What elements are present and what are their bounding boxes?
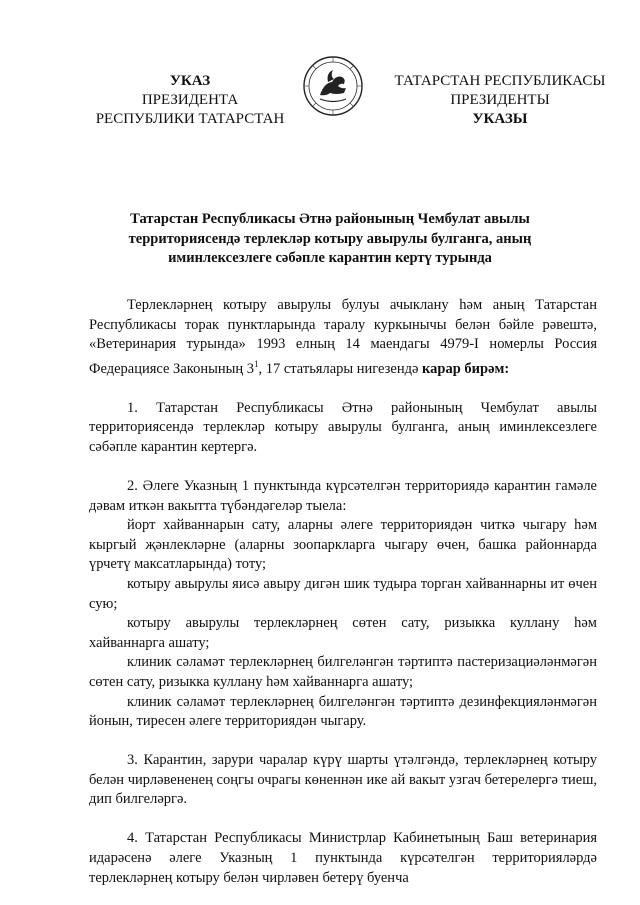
preamble-text2: , 17 статьялары нигезендә <box>258 360 423 377</box>
item-1: 1. Татарстан Республикасы Әтнә районының Чембулат авылы территориясендә терлекләр котыру авырулы булганга, аның иминлексезлеге сәбәпле карантин кертергә. <box>89 399 597 455</box>
preamble-sup: 1 <box>253 358 259 369</box>
item-2-list-0: йорт хайваннарын сату, аларны әлеге территориядән читкә чыгару һәм кыргый җәнлекләрне (аларны зоопаркларга чыгару өчен, башка районнарда үрчетү максатларында) тоту; <box>89 517 597 573</box>
header-left-line1: УКАЗ <box>169 73 211 89</box>
header-left <box>85 72 295 129</box>
item-2-list-3: клиник сәламәт терлекләрнең билгеләнгән тәртиптә пастеризациәләнмәгән сөтен сату, ризыкка куллану һәм хайваннарга ашату; <box>89 654 597 690</box>
document-body <box>89 296 597 888</box>
header-right <box>380 72 620 129</box>
tatarstan-coat-of-arms-icon <box>302 55 364 117</box>
header-left-line3: РЕСПУБЛИКИ ТАТАРСТАН <box>95 111 285 127</box>
item-3: 3. Карантин, зарури чаралар күрү шарты үтәлгәндә, терлекләрнең котыру белән чирләвененең соңгы очрагы көненнән ике ай вакыт узгач бетерелергә тиеш, дип билгеләргә. <box>89 752 597 808</box>
item-2-intro: 2. Әлеге Указның 1 пунктында күрсәтелгән территориядә карантин гамәле дәвам иткән вакытта түбәндәгеләр тыела: <box>89 477 597 514</box>
item-2-list-1: котыру авырулы яисә авыру дигән шик тудыра торган хайваннарны ит өчен сую; <box>89 575 597 612</box>
item-4: 4. Татарстан Республикасы Министрлар Кабинетының Баш ветеринария идарәсенә әлеге Указның 1 пунктында күрсәтелгән территорияләрдә терлекләрнең котыру белән чирләвен бетерү буенча <box>89 830 597 886</box>
header-right-line3: УКАЗЫ <box>472 111 528 127</box>
header-right-line1: ТАТАРСТАН РЕСПУБЛИКАСЫ <box>394 73 606 89</box>
preamble-text: Терлекләрнең котыру авырулы булуы ачыклану һәм аның Татарстан Республикасы торак пунктларында таралу куркынычы белән бәйле рәвештә, «Ветеринария турында» 1993 елның 14 маендагы 4979-I номерлы Россия Федерациясе Законының 3 <box>89 297 597 377</box>
document-title: Татарстан Республикасы Әтнә районының Чембулат авылы территориясендә терлекләр котыру авырулы булганга, аның иминлексезлеге сәбәпле карантин кертү турында <box>128 211 532 266</box>
item-2-list-4: клиник сәламәт терлекләрнең билгеләнгән тәртиптә дезинфекцияләнмәгән йонын, тиресен әлеге территориядән чыгару. <box>89 693 597 730</box>
header-right-line2: ПРЕЗИДЕНТЫ <box>450 92 550 108</box>
preamble <box>89 296 597 379</box>
preamble-decree: карар бирәм: <box>422 360 510 377</box>
header-left-line2: ПРЕЗИДЕНТА <box>141 92 239 108</box>
item-2-list-2: котыру авырулы терлекләрнең сөтен сату, ризыкка куллану һәм хайваннарга ашату; <box>89 615 597 651</box>
